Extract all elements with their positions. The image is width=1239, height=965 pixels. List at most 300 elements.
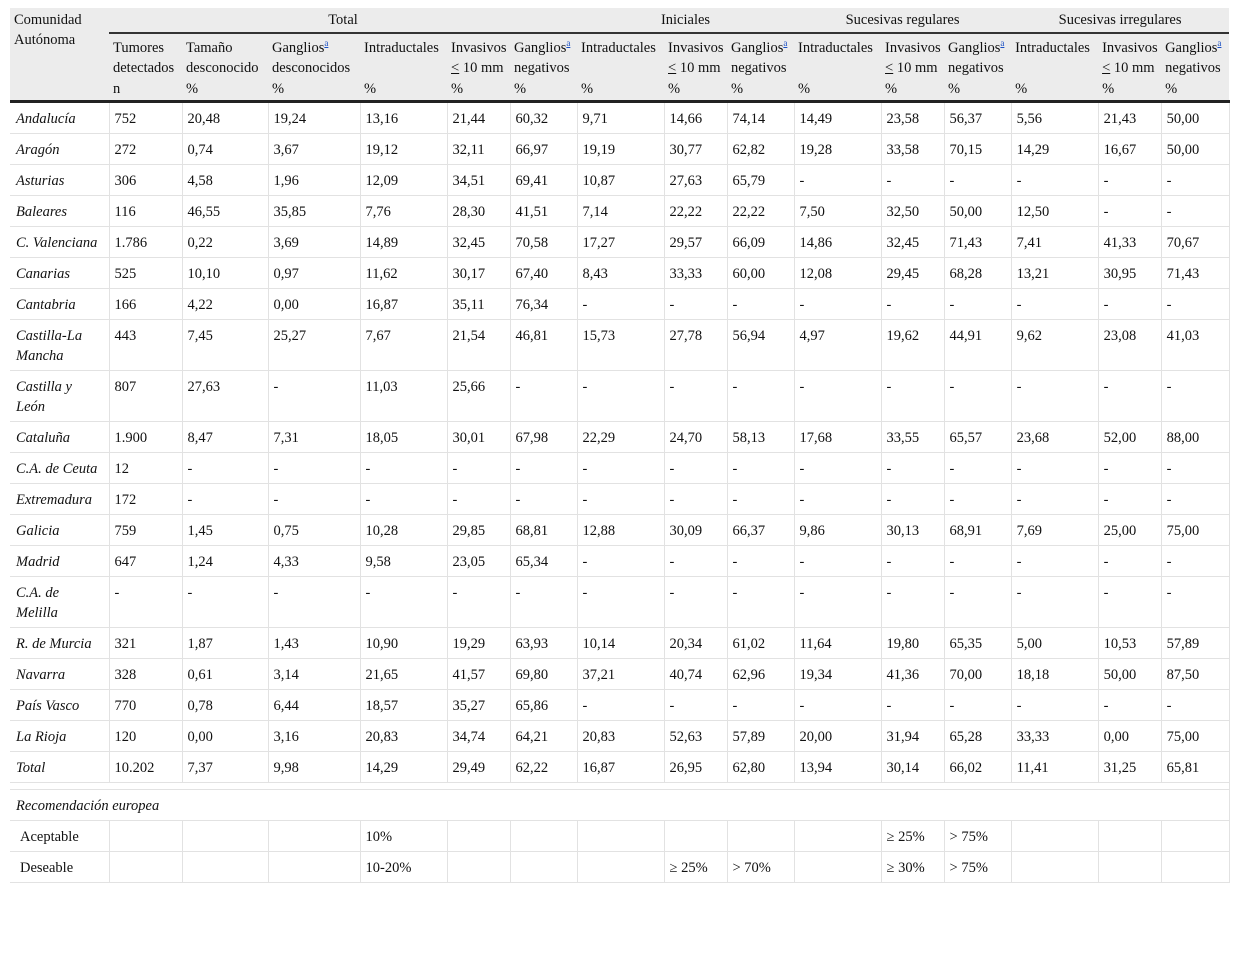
value-cell: 33,58 [881,134,944,165]
value-cell: 30,17 [447,258,510,289]
value-cell: 74,14 [727,102,794,134]
value-cell: 62,22 [510,752,577,783]
value-cell: 69,41 [510,165,577,196]
value-cell: 65,57 [944,422,1011,453]
value-cell: - [1011,484,1098,515]
unit-cell: % [944,80,1011,102]
value-cell: - [1098,690,1161,721]
col-ganglios-negativos [1161,33,1229,80]
value-cell: 770 [109,690,182,721]
value-cell: 19,62 [881,320,944,371]
table-row [10,484,1229,515]
value-cell: 44,91 [944,320,1011,371]
value-cell: 68,81 [510,515,577,546]
spacer-row [10,783,1229,790]
recommendation-value: ≥ 30% [881,852,944,883]
value-cell: 21,44 [447,102,510,134]
value-cell: 70,00 [944,659,1011,690]
value-cell: 66,02 [944,752,1011,783]
value-cell: - [944,546,1011,577]
value-cell: - [1011,453,1098,484]
value-cell: 71,43 [944,227,1011,258]
value-cell: - [727,371,794,422]
col-intraductales: Intraductales [1011,33,1098,80]
col-label: Invasivos [668,40,724,56]
value-cell: 1,24 [182,546,268,577]
table-row [10,371,1229,422]
value-cell: 50,00 [1098,659,1161,690]
region-name: Madrid [10,546,109,577]
value-cell: - [510,371,577,422]
value-cell: 11,62 [360,258,447,289]
col-label: Ganglios [514,40,567,56]
value-cell: 759 [109,515,182,546]
region-name: Extremadura [10,484,109,515]
value-cell: 33,55 [881,422,944,453]
value-cell: - [1098,577,1161,628]
value-cell: - [944,577,1011,628]
value-cell: - [1161,371,1229,422]
col-label: Ganglios [731,40,784,56]
region-name: Total [10,752,109,783]
unit-cell: % [447,80,510,102]
footnote-link[interactable]: a [1000,38,1005,49]
unit-cell: % [510,80,577,102]
value-cell: - [1011,371,1098,422]
value-cell: 14,89 [360,227,447,258]
col-label-tail: 10 mm [893,60,938,76]
value-cell: 41,51 [510,196,577,227]
col-label: Ganglios [1165,40,1218,56]
value-cell: - [881,453,944,484]
value-cell: 29,45 [881,258,944,289]
recommendation-value [577,852,664,883]
value-cell: - [881,484,944,515]
footnote-link[interactable]: a [783,38,788,49]
value-cell: 27,78 [664,320,727,371]
value-cell: 1,43 [268,628,360,659]
value-cell: 34,74 [447,721,510,752]
recommendation-value [109,852,182,883]
region-name: C.A. de Melilla [10,577,109,628]
value-cell: 19,12 [360,134,447,165]
value-cell: - [1098,196,1161,227]
value-cell: 25,00 [1098,515,1161,546]
recommendation-label: Deseable [10,852,109,883]
value-cell: 0,78 [182,690,268,721]
unit-cell: % [360,80,447,102]
value-cell: - [664,690,727,721]
table-row [10,628,1229,659]
unit-cell: % [268,80,360,102]
value-cell: 35,85 [268,196,360,227]
value-cell: 0,00 [268,289,360,320]
value-cell: 25,66 [447,371,510,422]
table-row [10,690,1229,721]
value-cell: 11,64 [794,628,881,659]
value-cell: - [727,577,794,628]
value-cell: 56,37 [944,102,1011,134]
value-cell: 63,93 [510,628,577,659]
value-cell: - [664,371,727,422]
value-cell: 21,43 [1098,102,1161,134]
table-row [10,752,1229,783]
value-cell: 16,87 [577,752,664,783]
group-header-iniciales: Iniciales [577,8,794,33]
region-name: Canarias [10,258,109,289]
value-cell: - [794,546,881,577]
value-cell: 60,00 [727,258,794,289]
value-cell: 11,03 [360,371,447,422]
value-cell: 50,00 [944,196,1011,227]
value-cell: 14,66 [664,102,727,134]
region-name: R. de Murcia [10,628,109,659]
le-symbol: < [885,60,894,76]
value-cell: 33,33 [1011,721,1098,752]
col-invasivos [1098,33,1161,80]
value-cell: - [881,577,944,628]
region-name: Navarra [10,659,109,690]
value-cell: 58,13 [727,422,794,453]
value-cell: 21,65 [360,659,447,690]
region-name: Baleares [10,196,109,227]
value-cell: 3,14 [268,659,360,690]
value-cell: 12 [109,453,182,484]
value-cell: 7,31 [268,422,360,453]
value-cell: 10,14 [577,628,664,659]
recommendation-value [109,821,182,852]
value-cell: 9,86 [794,515,881,546]
value-cell: 4,22 [182,289,268,320]
region-name: Aragón [10,134,109,165]
value-cell: 40,74 [664,659,727,690]
value-cell: 17,27 [577,227,664,258]
table-row [10,134,1229,165]
value-cell: - [577,577,664,628]
col-intraductales: Intraductales [577,33,664,80]
value-cell: 4,58 [182,165,268,196]
value-cell: 75,00 [1161,515,1229,546]
value-cell: 88,00 [1161,422,1229,453]
value-cell: 27,63 [182,371,268,422]
value-cell: 32,45 [881,227,944,258]
value-cell: 4,97 [794,320,881,371]
value-cell: - [881,289,944,320]
value-cell: 87,50 [1161,659,1229,690]
table-row [10,546,1229,577]
value-cell: 57,89 [727,721,794,752]
region-name: Andalucía [10,102,109,134]
value-cell: - [577,484,664,515]
recommendation-value: > 75% [944,821,1011,852]
value-cell: 70,58 [510,227,577,258]
value-cell: 9,58 [360,546,447,577]
recommendation-value [1098,852,1161,883]
recommendation-value [447,821,510,852]
col-label-tail: 10 mm [1110,60,1155,76]
value-cell: - [1161,690,1229,721]
recommendation-value [1098,821,1161,852]
value-cell: 41,36 [881,659,944,690]
value-cell: 1.900 [109,422,182,453]
value-cell: - [510,484,577,515]
value-cell: 21,54 [447,320,510,371]
value-cell: 7,45 [182,320,268,371]
value-cell: 46,81 [510,320,577,371]
le-symbol: < [668,60,677,76]
value-cell: 22,22 [727,196,794,227]
value-cell: - [577,289,664,320]
recommendation-value [182,821,268,852]
value-cell: 647 [109,546,182,577]
value-cell: 12,08 [794,258,881,289]
table-row [10,453,1229,484]
recommendation-value [268,852,360,883]
unit-cell: % [1011,80,1098,102]
value-cell: 0,00 [182,721,268,752]
value-cell: 62,80 [727,752,794,783]
value-cell: 23,68 [1011,422,1098,453]
le-symbol: < [1102,60,1111,76]
value-cell: 807 [109,371,182,422]
group-header-sucesivas-irregulares: Sucesivas irregulares [1011,8,1229,33]
col-label: Ganglios [272,40,325,56]
value-cell: 0,97 [268,258,360,289]
value-cell: - [794,165,881,196]
value-cell: 328 [109,659,182,690]
value-cell: 6,44 [268,690,360,721]
col-label: Invasivos [1102,40,1158,56]
value-cell: 31,25 [1098,752,1161,783]
recommendation-row [10,821,1229,852]
value-cell: 35,27 [447,690,510,721]
value-cell: 65,79 [727,165,794,196]
unit-cell: % [881,80,944,102]
value-cell: 3,69 [268,227,360,258]
footnote-link[interactable]: a [1217,38,1222,49]
value-cell: - [1098,371,1161,422]
unit-cell: % [727,80,794,102]
value-cell: 30,14 [881,752,944,783]
value-cell: - [944,453,1011,484]
value-cell: - [1098,484,1161,515]
value-cell: 5,56 [1011,102,1098,134]
value-cell: 8,43 [577,258,664,289]
value-cell: 13,94 [794,752,881,783]
group-header-total: Total [109,8,577,33]
value-cell: 70,67 [1161,227,1229,258]
value-cell: 272 [109,134,182,165]
value-cell: 306 [109,165,182,196]
value-cell: 68,28 [944,258,1011,289]
recommendation-value [1161,821,1229,852]
recommendation-value: > 70% [727,852,794,883]
value-cell: - [182,453,268,484]
recommendation-value [794,852,881,883]
value-cell: 20,83 [577,721,664,752]
value-cell: 70,15 [944,134,1011,165]
value-cell: 16,87 [360,289,447,320]
col-ganglios-desconocidos [268,33,360,80]
value-cell: 32,45 [447,227,510,258]
value-cell: - [727,289,794,320]
value-cell: - [577,690,664,721]
value-cell: - [727,484,794,515]
value-cell: - [664,546,727,577]
value-cell: 30,09 [664,515,727,546]
value-cell: 57,89 [1161,628,1229,659]
value-cell: 0,00 [1098,721,1161,752]
value-cell: 3,16 [268,721,360,752]
value-cell: 14,29 [360,752,447,783]
value-cell: - [1098,289,1161,320]
value-cell: 7,41 [1011,227,1098,258]
recommendation-value [664,821,727,852]
value-cell: 525 [109,258,182,289]
footnote-link[interactable]: a [566,38,571,49]
col-label-tail: 10 mm [676,60,721,76]
value-cell: 22,29 [577,422,664,453]
value-cell: - [727,453,794,484]
value-cell: 20,34 [664,628,727,659]
value-cell: 7,67 [360,320,447,371]
screening-results-table [10,8,1230,883]
value-cell: 13,21 [1011,258,1098,289]
value-cell: - [1161,289,1229,320]
value-cell: - [268,453,360,484]
region-name: Galicia [10,515,109,546]
value-cell: 19,29 [447,628,510,659]
value-cell: 3,67 [268,134,360,165]
footnote-link[interactable]: a [324,38,329,49]
value-cell: 50,00 [1161,102,1229,134]
value-cell: - [794,577,881,628]
value-cell: 19,80 [881,628,944,659]
value-cell: - [447,577,510,628]
value-cell: 4,33 [268,546,360,577]
value-cell: - [1161,196,1229,227]
value-cell: 7,76 [360,196,447,227]
value-cell: 26,95 [664,752,727,783]
col-invasivos [881,33,944,80]
region-name: Cantabria [10,289,109,320]
value-cell: - [510,453,577,484]
region-name: Cataluña [10,422,109,453]
recommendation-value [1161,852,1229,883]
value-cell: 7,37 [182,752,268,783]
value-cell: 5,00 [1011,628,1098,659]
region-name: Castilla-La Mancha [10,320,109,371]
value-cell: 10.202 [109,752,182,783]
value-cell: 25,27 [268,320,360,371]
value-cell: 52,00 [1098,422,1161,453]
recommendation-value: ≥ 25% [664,852,727,883]
value-cell: - [881,165,944,196]
table-row [10,515,1229,546]
value-cell: - [664,453,727,484]
value-cell: - [944,690,1011,721]
value-cell: 15,73 [577,320,664,371]
recommendation-value [510,852,577,883]
value-cell: 10,90 [360,628,447,659]
value-cell: - [1011,546,1098,577]
unit-cell: % [794,80,881,102]
unit-row [10,80,1229,102]
value-cell: 18,18 [1011,659,1098,690]
value-cell: 8,47 [182,422,268,453]
table-row [10,227,1229,258]
recommendation-value: > 75% [944,852,1011,883]
region-name: Castilla y León [10,371,109,422]
value-cell: - [1161,484,1229,515]
unit-cell-empty [10,80,109,102]
value-cell: 19,28 [794,134,881,165]
recommendation-value [794,821,881,852]
value-cell: 66,37 [727,515,794,546]
value-cell: 56,94 [727,320,794,371]
value-cell: - [794,453,881,484]
value-cell: 71,43 [1161,258,1229,289]
value-cell: 76,34 [510,289,577,320]
value-cell: 12,50 [1011,196,1098,227]
region-name: Asturias [10,165,109,196]
value-cell: - [1098,546,1161,577]
value-cell: 65,35 [944,628,1011,659]
data-table-container [10,8,1229,883]
value-cell: 20,48 [182,102,268,134]
value-cell: 65,34 [510,546,577,577]
value-cell: - [881,546,944,577]
value-cell: 443 [109,320,182,371]
region-column-header: Comunidad Autónoma [10,8,109,80]
value-cell: 30,13 [881,515,944,546]
value-cell: 7,14 [577,196,664,227]
value-cell: 10,28 [360,515,447,546]
value-cell: 18,05 [360,422,447,453]
col-ganglios-negativos [727,33,794,80]
value-cell: 1,96 [268,165,360,196]
value-cell: 9,62 [1011,320,1098,371]
table-row [10,721,1229,752]
region-name: C. Valenciana [10,227,109,258]
col-label-tail: negativos [514,60,570,76]
value-cell: 12,09 [360,165,447,196]
value-cell: 31,94 [881,721,944,752]
recommendation-value: 10-20% [360,852,447,883]
recommendation-value [510,821,577,852]
value-cell: 120 [109,721,182,752]
value-cell: 65,86 [510,690,577,721]
col-label-tail: 10 mm [459,60,504,76]
column-header-row [10,33,1229,80]
value-cell: 61,02 [727,628,794,659]
value-cell: 7,50 [794,196,881,227]
table-row [10,196,1229,227]
value-cell: 33,33 [664,258,727,289]
unit-cell: % [1098,80,1161,102]
value-cell: 20,00 [794,721,881,752]
group-header-sucesivas-regulares: Sucesivas regulares [794,8,1011,33]
value-cell: 166 [109,289,182,320]
table-row [10,258,1229,289]
value-cell: 30,95 [1098,258,1161,289]
value-cell: 17,68 [794,422,881,453]
recommendation-value [1011,852,1098,883]
value-cell: 19,34 [794,659,881,690]
value-cell: - [577,546,664,577]
value-cell: 30,01 [447,422,510,453]
value-cell: 9,71 [577,102,664,134]
